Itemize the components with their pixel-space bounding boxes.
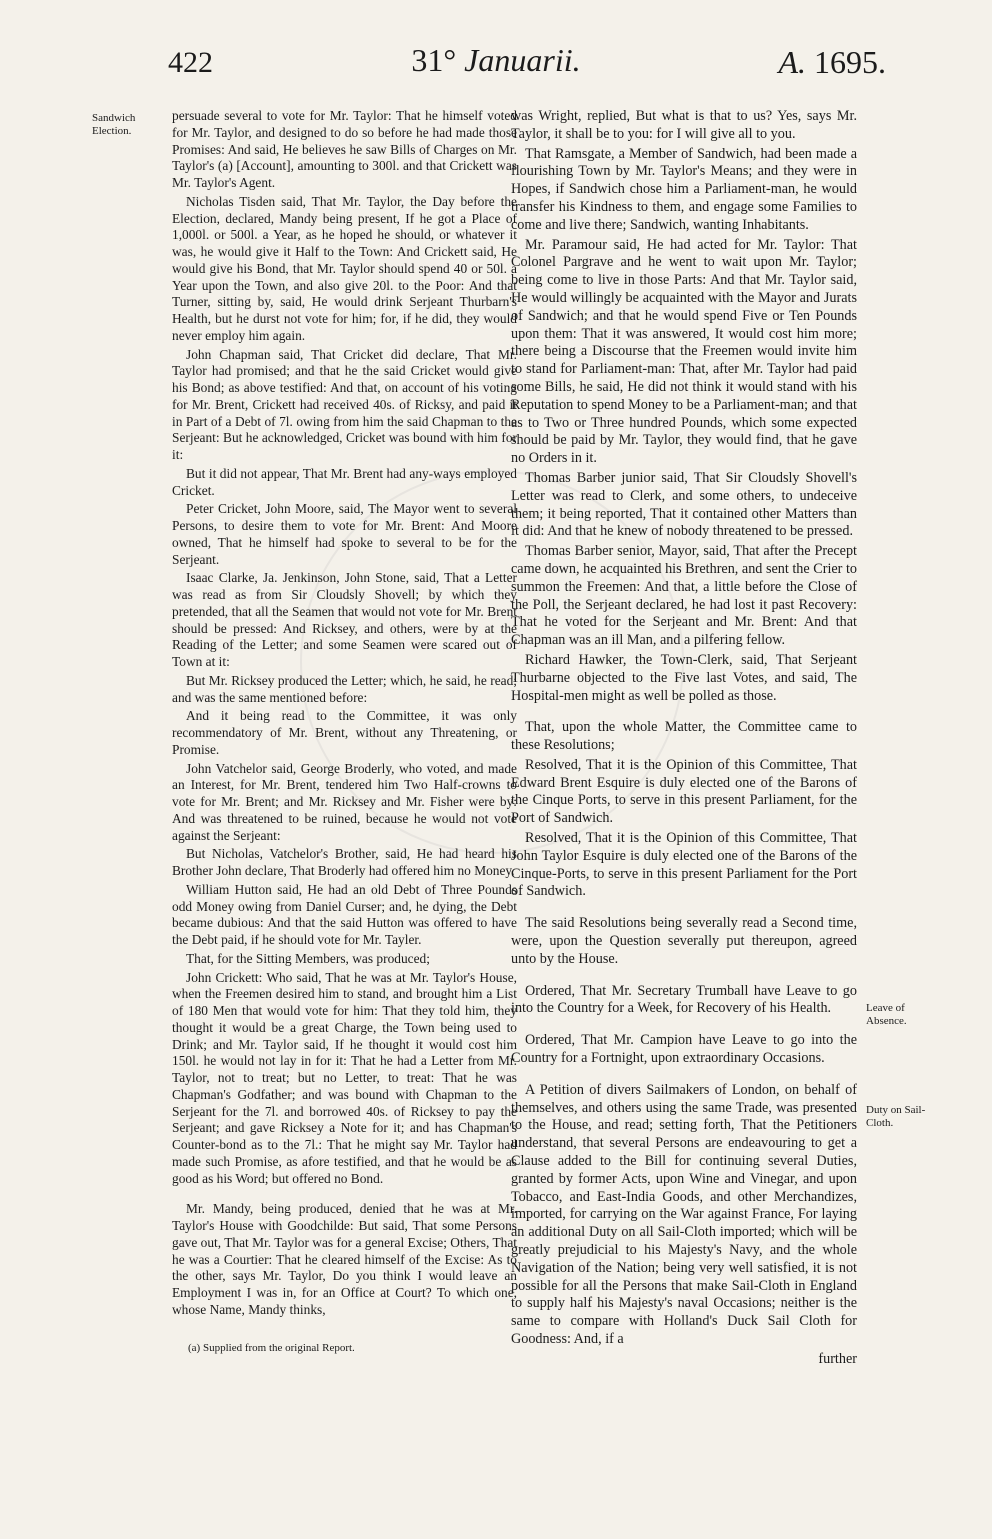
margin-note-duty-on-sail-cloth: Duty on Sail-Cloth. (866, 1104, 926, 1129)
order-campion: Ordered, That Mr. Campion have Leave to go into the Country for a Fortnight, upon extraordinary Occasions. (511, 1032, 857, 1067)
left-column (172, 108, 517, 1321)
date-word: Januarii. (464, 42, 581, 78)
margin-note-sandwich-election: Sandwich Election. (92, 112, 136, 137)
paragraph: Isaac Clarke, Ja. Jenkinson, John Stone, said, That a Letter was read as from Sir Cloudsly Shovell; by which they pretended, that all the Seamen that would not vote for Mr. Brent should be pressed: And Ricksey, and others, were by at the Reading of the Letter; and some Seamen were scared out of Town at it: (172, 570, 517, 669)
paragraph: was Wright, replied, But what is that to us? Yes, says Mr. Taylor, it shall be to you: for I will give all to you. (511, 108, 857, 142)
paragraph: But Nicholas, Vatchelor's Brother, said, He had heard his Brother John declare, That Broderly had offered him no Money. (172, 846, 517, 878)
page-number: 422 (168, 46, 213, 79)
paragraph: persuade several to vote for Mr. Taylor: That he himself voted for Mr. Taylor, and designed to do so before he had made those Promises: And said, He believes he saw Bills of Charges on Mr. Taylor's (a) [Account], amounting to 300l. and that Crickett was Mr. Taylor's Agent. (172, 108, 517, 190)
resolutions-agreed: The said Resolutions being severally read a Second time, were, upon the Question severally put thereupon, agreed unto by the House. (511, 915, 857, 967)
paragraph: Thomas Barber junior said, That Sir Cloudsly Shovell's Letter was read to Clerk, and some others, to undeceive them; it being reported, That it contained other Matters than it did: And that he knew of nobody threatened to be pressed. (511, 469, 857, 540)
paragraph: And it being read to the Committee, it was only recommendatory of Mr. Brent, without any Threatening, or Promise. (172, 708, 517, 757)
catchword: further (818, 1350, 857, 1367)
paragraph: John Crickett: Who said, That he was at Mr. Taylor's House, when the Freemen desired him to stand, and brought him a List of 180 Men that would vote for him: That they told him, they thought it would be a great Charge, the Town being used to Drink; and Mr. Taylor said, If he thought it would cost him 150l. he would not lay in for it: That he had a Letter from Mr. Taylor, not to treat; but no Letter, to treat: That he was Chapman's Godfather; and was bound with Chapman to the Serjeant for the 7l. and borrowed 40s. of Ricksey to pay the Serjeant; and gave Ricksey a Note for it; and has Chapman's Counter-bond as to the 7l.: That he might say Mr. Taylor had made such Promise, as afore testified, and that he would be as good as his Word; but offered no Bond. (172, 969, 517, 1186)
paragraph: William Hutton said, He had an old Debt of Three Pounds odd Money owing from Daniel Curser; and, he dying, the Debt became dubious: And that the said Hutton was offered to have the Debt paid, if he should vote for Mr. Tayler. (172, 881, 517, 947)
order-trumball: Ordered, That Mr. Secretary Trumball have Leave to go into the Country for a Week, for Recovery of his Health. (511, 982, 857, 1017)
paragraph: Thomas Barber senior, Mayor, said, That after the Precept came down, he acquainted his Brethren, and sent the Crier to summon the Freemen: And that, a little before the Close of the Poll, the Serjeant declared, he had lost it past Recovery: That he voted for the Serjeant and Mr. Brent: And that Chapman was an ill Man, and a pilfering fellow. (511, 543, 857, 649)
year-prefix: A. (778, 44, 806, 80)
header-year (778, 44, 886, 81)
right-column (511, 108, 857, 1371)
footnote: (a) Supplied from the original Report. (188, 1342, 355, 1354)
paragraph: Richard Hawker, the Town-Clerk, said, That Serjeant Thurbarne objected to the Five last Votes, and said, The Hospital-men might as well be polled as those. (511, 651, 857, 704)
paragraph: That Ramsgate, a Member of Sandwich, had been made a flourishing Town by Mr. Taylor's Means; and they were in Hopes, if Sandwich chose him a Parliament-man, he would transfer his Kindness to them, and engage some Families to come and live there; Sandwich, wanting Inhabitants. (511, 145, 857, 233)
date-number: 31° (411, 42, 457, 78)
resolution-brent: Resolved, That it is the Opinion of this Committee, That Edward Brent Esquire is duly elected one of the Barons of the Cinque Ports, to serve in this present Parliament, for the Port of Sandwich. (511, 756, 857, 827)
paragraph: But it did not appear, That Mr. Brent had any-ways employed Cricket. (172, 465, 517, 498)
resolutions-intro: That, upon the whole Matter, the Committee came to these Resolutions; (511, 719, 857, 754)
paragraph: John Chapman said, That Cricket did declare, That Mr. Taylor had promised; and that he the said Cricket would give his Bond; as above testified: And that, on account of his voting for Mr. Brent, Crickett had received 40s. of Ricksy, and paid it in Part of a Debt of 7l. owing from him the said Chapman to the Serjeant: But he acknowledged, Cricket was bound with him for it: (172, 346, 517, 462)
paragraph: John Vatchelor said, George Broderly, who voted, and made an Interest, for Mr. Brent, tendered him Two Half-crowns to vote for Mr. Brent; and Mr. Ricksey and Mr. Fisher were by: And was threatened to be ruined, because he would not vote against the Serjeant: (172, 760, 517, 843)
paragraph: Peter Cricket, John Moore, said, The Mayor went to several Persons, to desire them to vote for Mr. Brent: And Moore owned, That he himself had spoke to several to be for the Serjeant. (172, 501, 517, 567)
paragraph: Nicholas Tisden said, That Mr. Taylor, the Day before the Election, declared, Mandy being present, If he got a Place of 1,000l. or 500l. a Year, as he hoped he should, or whatever it was, he would give it Half to the Town: And Crickett said, He would give his Bond, that Mr. Taylor should spend 40 or 50l. a Year upon the Town, and also give 20l. to the Poor: And that Turner, sitting by, said, He would drink Serjeant Thurbarn's Health, but he durst not vote for him; for, if he did, they would never employ him again. (172, 193, 517, 343)
year-value: 1695. (814, 44, 886, 80)
paragraph: But Mr. Ricksey produced the Letter; which, he said, he read; and was the same mentioned before: (172, 672, 517, 705)
resolution-taylor: Resolved, That it is the Opinion of this Committee, That John Taylor Esquire is duly elected one of the Barons of the Cinque-Ports, to serve in this present Parliament for the Port of Sandwich. (511, 830, 857, 900)
paragraph: That, for the Sitting Members, was produced; (186, 950, 430, 966)
running-header (0, 38, 992, 88)
paragraph: Mr. Mandy, being produced, denied that he was at Mr. Taylor's House with Goodchilde: But said, That some Persons gave out, That Mr. Taylor was for a general Excise; Others, That he was a Courtier: That he cleared himself of the Excise: As to the other, says Mr. Taylor, Do you think I would leave an Employment I was in, for an Office at Court? To which one, whose Name, Mandy thinks, (172, 1201, 517, 1317)
paragraph: Mr. Paramour said, He had acted for Mr. Taylor: That Colonel Pargrave and he went to wait upon Mr. Taylor; being come to live in those Parts: And that Mr. Taylor said, He would willingly be acquainted with the Mayor and Jurats of Sandwich; and that he would spend Five or Ten Pounds upon them: That it was answered, It would cost him more; there being a Discourse that the Freemen would invite him to stand for Parliament-man: That, after Mr. Taylor had paid some Bills, he said, He did not think it would stand with his Reputation to spend Money to be a Parliament-man; and that as to Two or Three hundred Pounds, which some expected should be paid by Mr. Taylor, they would find, that he gave no Orders in it. (511, 236, 857, 467)
margin-note-leave-of-absence: Leave of Absence. (866, 1002, 907, 1027)
petition-sailmakers: A Petition of divers Sailmakers of London, on behalf of themselves, and others using the same Trade, was presented to the House, and read; setting forth, That the Petitioners understand, that several Persons are endeavouring to get a Clause added to the Bill for continuing several Duties, granted by former Acts, upon Wine and Vinegar, and upon Tobacco, and East-India Goods, and other Merchandizes, imported, for carrying on the War against France, For laying an additional Duty on all Sail-Cloth imported; which will be greatly prejudicial to his Majesty's Navy, and the whole Navigation of the Nation; being very well satisfied, it is not possible for all the Persons that make Sail-Cloth in England to supply half his Majesty's naval Occasions; neither is the same to compare with Holland's Duck Sail Cloth for Goodness: And, if a (511, 1081, 857, 1347)
